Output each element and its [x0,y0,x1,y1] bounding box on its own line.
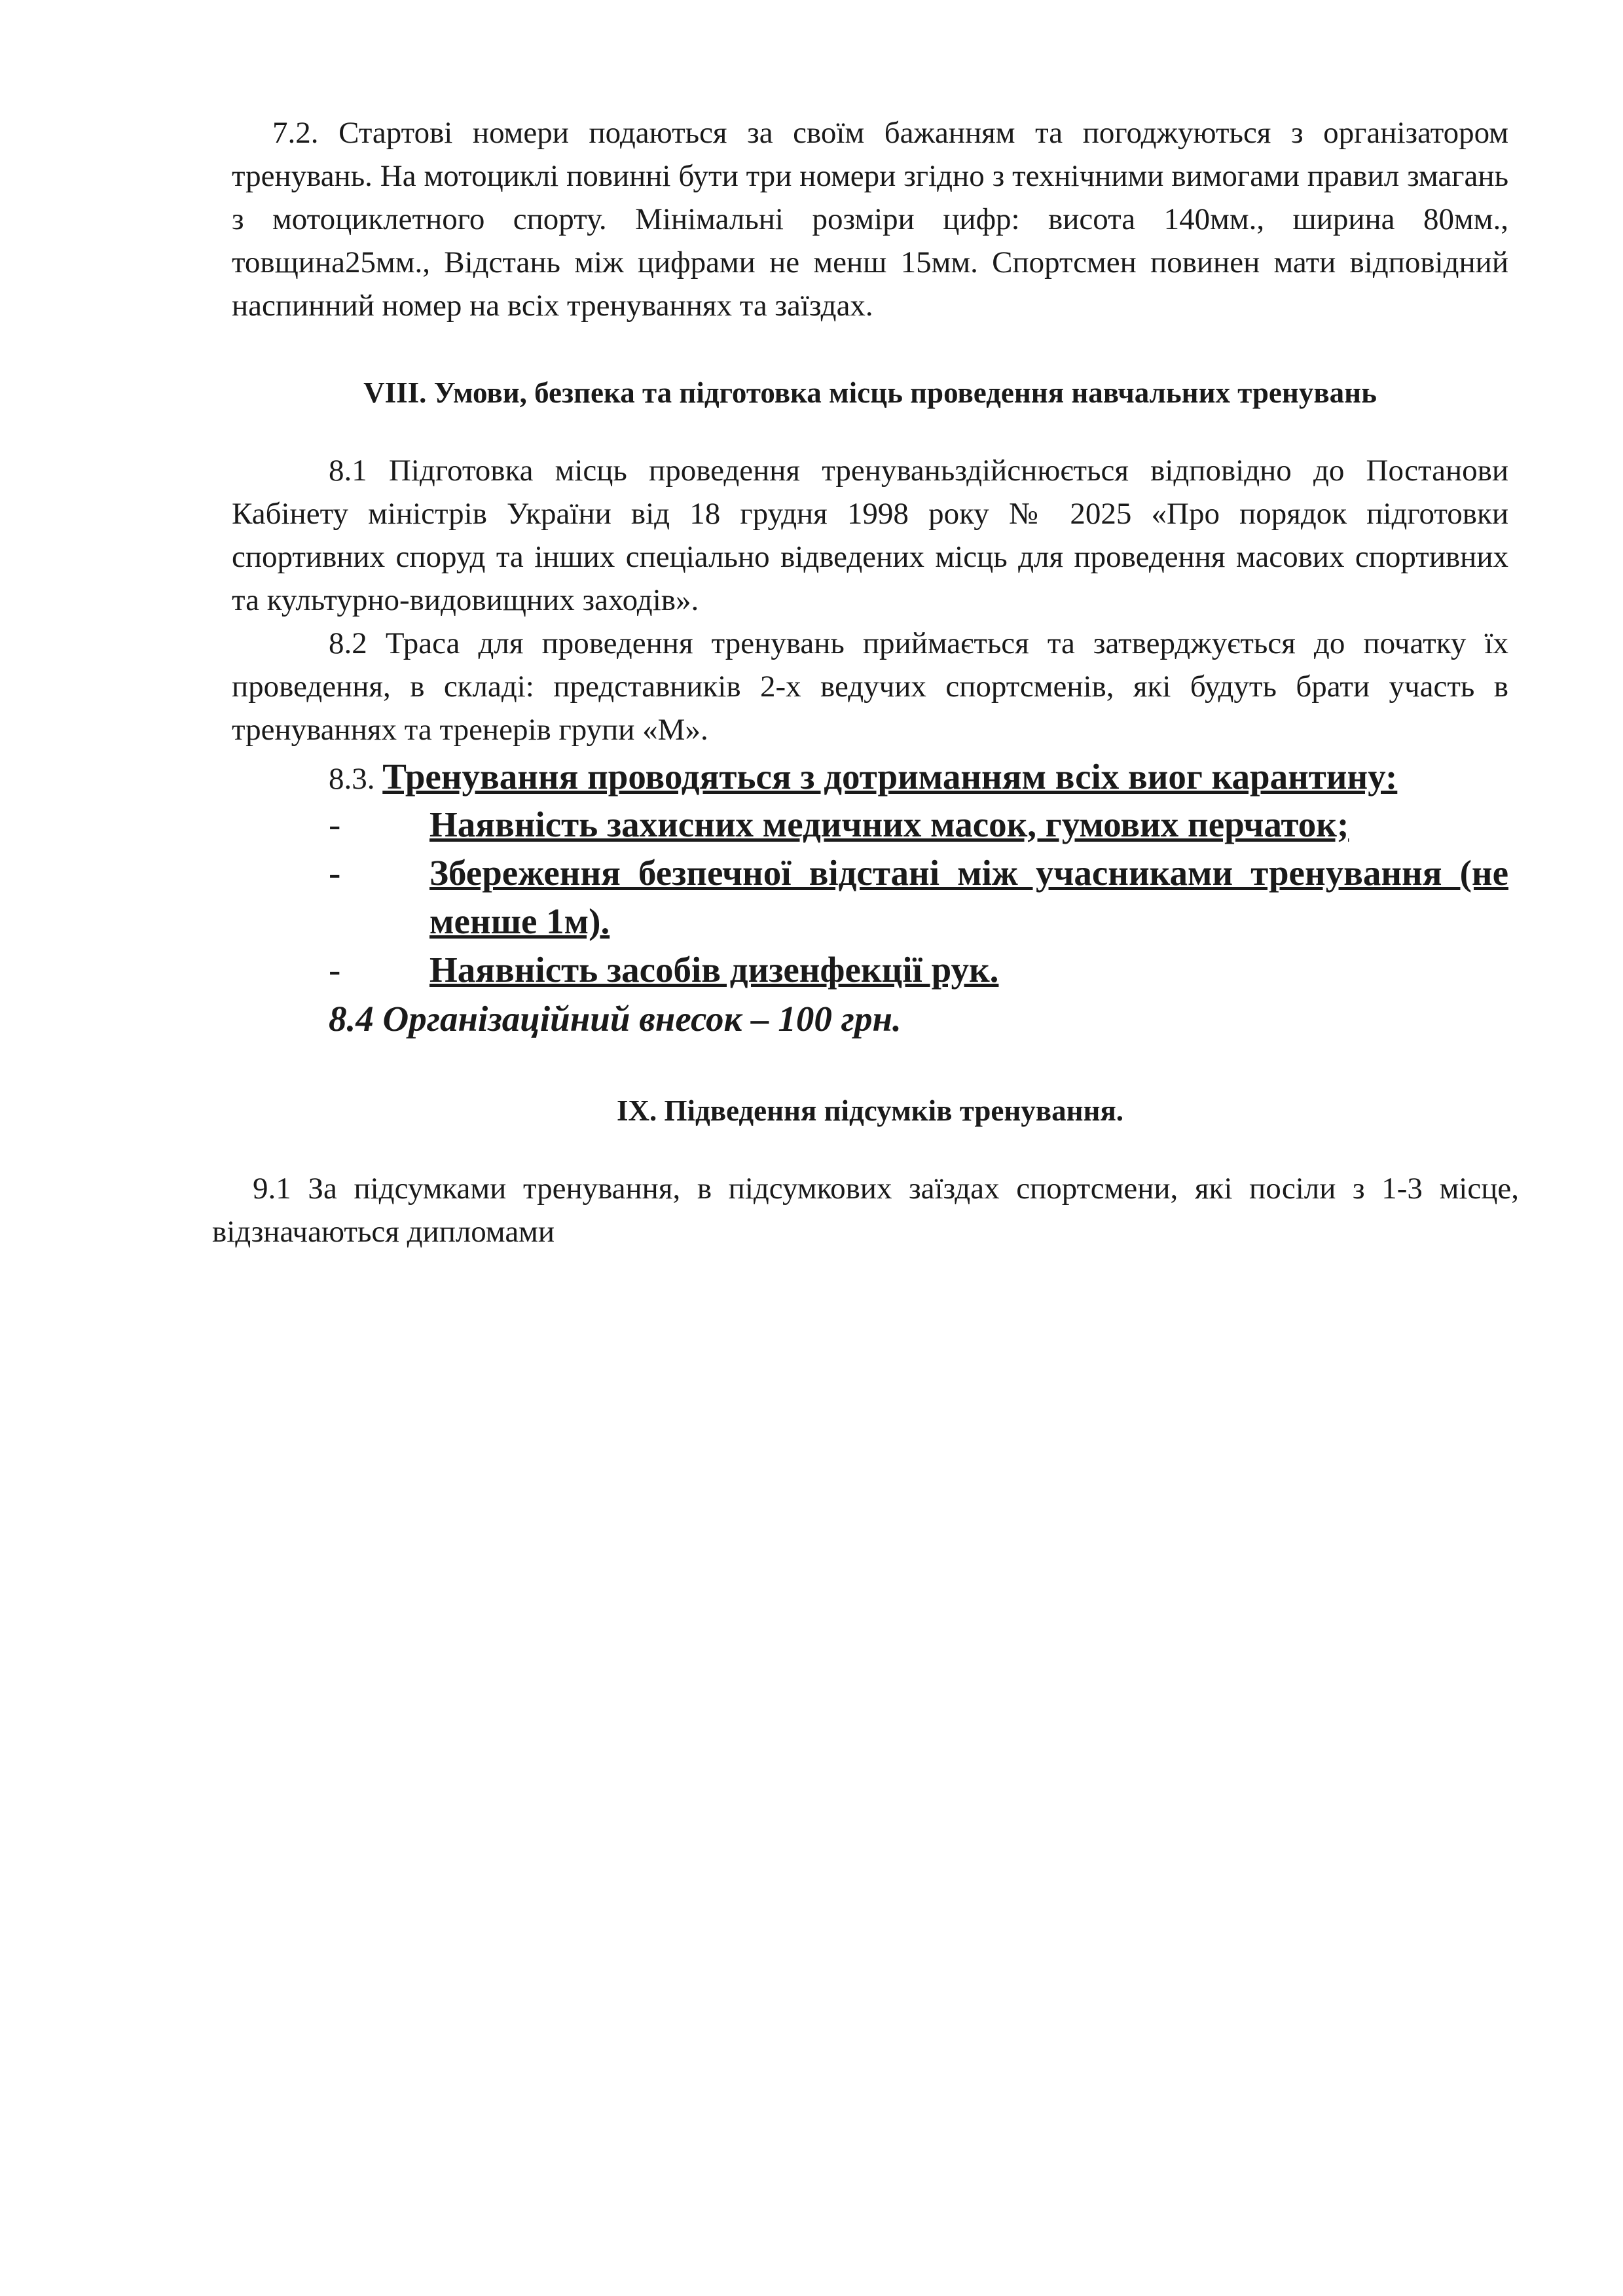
paragraph-8-3-title: Тренування проводяться з дотриманням всіх виог карантину: [382,757,1398,797]
section-8-heading: VIII. Умови, безпека та підготовка місць проведення навчальних тренувань [363,376,1377,409]
bullet-hand-disinfection: Наявність засобів дизенфекції рук. [429,950,999,990]
document-page [212,111,1519,1253]
dash-bullet: - [329,950,341,990]
paragraph-7-2: 7.2. Стартові номери подаються за своїм бажанням та погоджуються з організатором тренувань. На мотоциклі повинні бути три номери згідно з технічними вимогами правил змагань з мотоциклетного спорту. Мінімальні розміри цифр: висота 140мм., ширина 80мм., товщина25мм., Відстань між цифрами не менш 15мм. Спортсмен повинен мати відповідний наспинний номер на всіх тренуваннях та заїздах. [232,116,1508,323]
bullet-safe-distance: Збереження безпечної відстані між учасниками тренування (не менше 1м). [429,853,1508,941]
section-9-heading: IX. Підведення підсумків тренування. [616,1094,1124,1127]
paragraph-9-1: 9.1 За підсумками тренування, в підсумкових заїздах спортсмени, які посіли з 1-3 місце, відзначаються дипломами [212,1172,1519,1249]
dash-bullet: - [329,853,341,893]
list-item [232,946,1508,994]
list-item [232,800,1508,849]
paragraph-8-1: 8.1 Підготовка місць проведення тренуваньздійснюється відповідно до Постанови Кабінету міністрів України від 18 грудня 1998 року № 2025 «Про порядок підготовки спортивних споруд та інших спеціально відведених місць для проведення масових спортивних та культурно-видовищних заходів». [232,454,1508,617]
paragraph-8-2: 8.2 Траса для проведення тренувань приймається та затверджується до початку їх проведення, в складі: представників 2-х ведучих спортсменів, які будуть брати участь в тренуваннях та тренерів групи «М». [232,626,1508,747]
paragraph-8-3-number: 8.3. [329,762,375,796]
paragraph-8-4-fee: 8.4 Організаційний внесок – 100 грн. [329,999,902,1039]
bullet-masks-gloves: Наявність захисних медичних масок, гумових перчаток; [429,804,1349,844]
quarantine-requirements [232,755,1508,1044]
paragraph-8-3 [232,755,1508,800]
list-item [232,849,1508,946]
dash-bullet: - [329,804,341,844]
